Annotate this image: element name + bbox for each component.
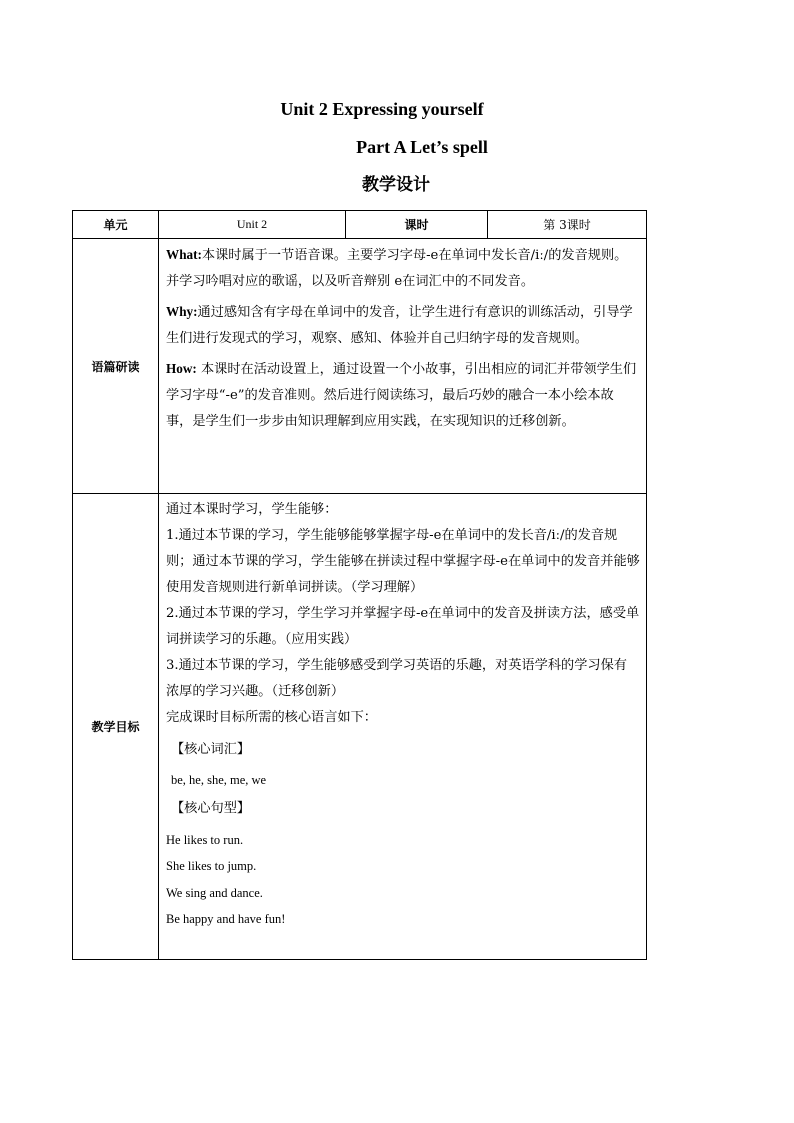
how-paragraph (166, 356, 640, 435)
why-tag: Why: (166, 304, 198, 319)
sentence-2: She likes to jump. (166, 859, 257, 873)
title-line-3: 教学设计 (362, 175, 430, 195)
analysis-content (159, 239, 647, 494)
document-heading (0, 174, 794, 196)
objectives-label: 教学目标 (73, 494, 159, 960)
analysis-row (73, 239, 647, 494)
table-header-row (73, 211, 647, 239)
unit-value: Unit 2 (159, 211, 346, 239)
vocab-list: be, he, she, me, we (171, 773, 267, 787)
period-value: 第 3课时 (488, 211, 647, 239)
objective-item-1: 1.通过本节课的学习，学生能够能够掌握字母-e在单词中的发长音/iː/的发音规则；通过本节课的学习，学生能够在拼读过程中掌握字母-e在单词中的发音并能够使用发音规则进行新单词拼读。（学习理解） (166, 528, 640, 595)
lesson-plan-table (72, 210, 647, 960)
analysis-label: 语篇研读 (73, 239, 159, 494)
sentence-3: We sing and dance. (166, 885, 263, 900)
core-language-intro: 完成课时目标所需的核心语言如下： (166, 710, 377, 725)
sentence-heading: 【核心句型】 (171, 800, 251, 816)
title-line-1: Unit 2 Expressing yourself (280, 99, 484, 119)
how-text: 本课时在活动设置上，通过设置一个小故事，引出相应的词汇并带领学生们学习字母“-e”的发音准则。然后进行阅读练习，最后巧妙的融合一本小绘本故事，是学生们一步步由知识理解到应用实践，在实现知识的迁移创新。 (166, 362, 637, 429)
objectives-content (159, 494, 647, 960)
how-tag: How: (166, 361, 197, 376)
why-text: 通过感知含有字母在单词中的发音，让学生进行有意识的训练活动，引导学生们进行发现式的学习，观察、感知、体验并自己归纳字母的发音规则。 (166, 305, 633, 346)
objective-item-2: 2.通过本节课的学习，学生学习并掌握字母-e在单词中的发音及拼读方法，感受单词拼读学习的乐趣。（应用实践） (166, 606, 640, 647)
objectives-intro: 通过本课时学习，学生能够： (166, 502, 338, 517)
sentence-4: Be happy and have fun! (166, 912, 286, 926)
objective-item-3: 3.通过本节课的学习，学生能够感受到学习英语的乐趣，对英语学科的学习保有浓厚的学习兴趣。（迁移创新） (166, 658, 627, 699)
sentence-1: He likes to run. (166, 832, 244, 847)
period-label: 课时 (346, 211, 488, 239)
unit-label: 单元 (73, 211, 159, 239)
vocab-heading: 【核心词汇】 (171, 742, 251, 757)
document-title (0, 98, 794, 120)
objectives-row (73, 494, 647, 960)
document-subtitle: Part A Let’s spell (356, 137, 488, 157)
what-paragraph (166, 242, 640, 295)
what-tag: What: (166, 247, 202, 262)
what-text: 本课时属于一节语音课。主要学习字母-e在单词中发长音/iː/的发音规则。并学习吟唱对应的歌谣，以及听音辩别 e在词汇中的不同发音。 (166, 248, 628, 289)
why-paragraph (166, 299, 640, 352)
